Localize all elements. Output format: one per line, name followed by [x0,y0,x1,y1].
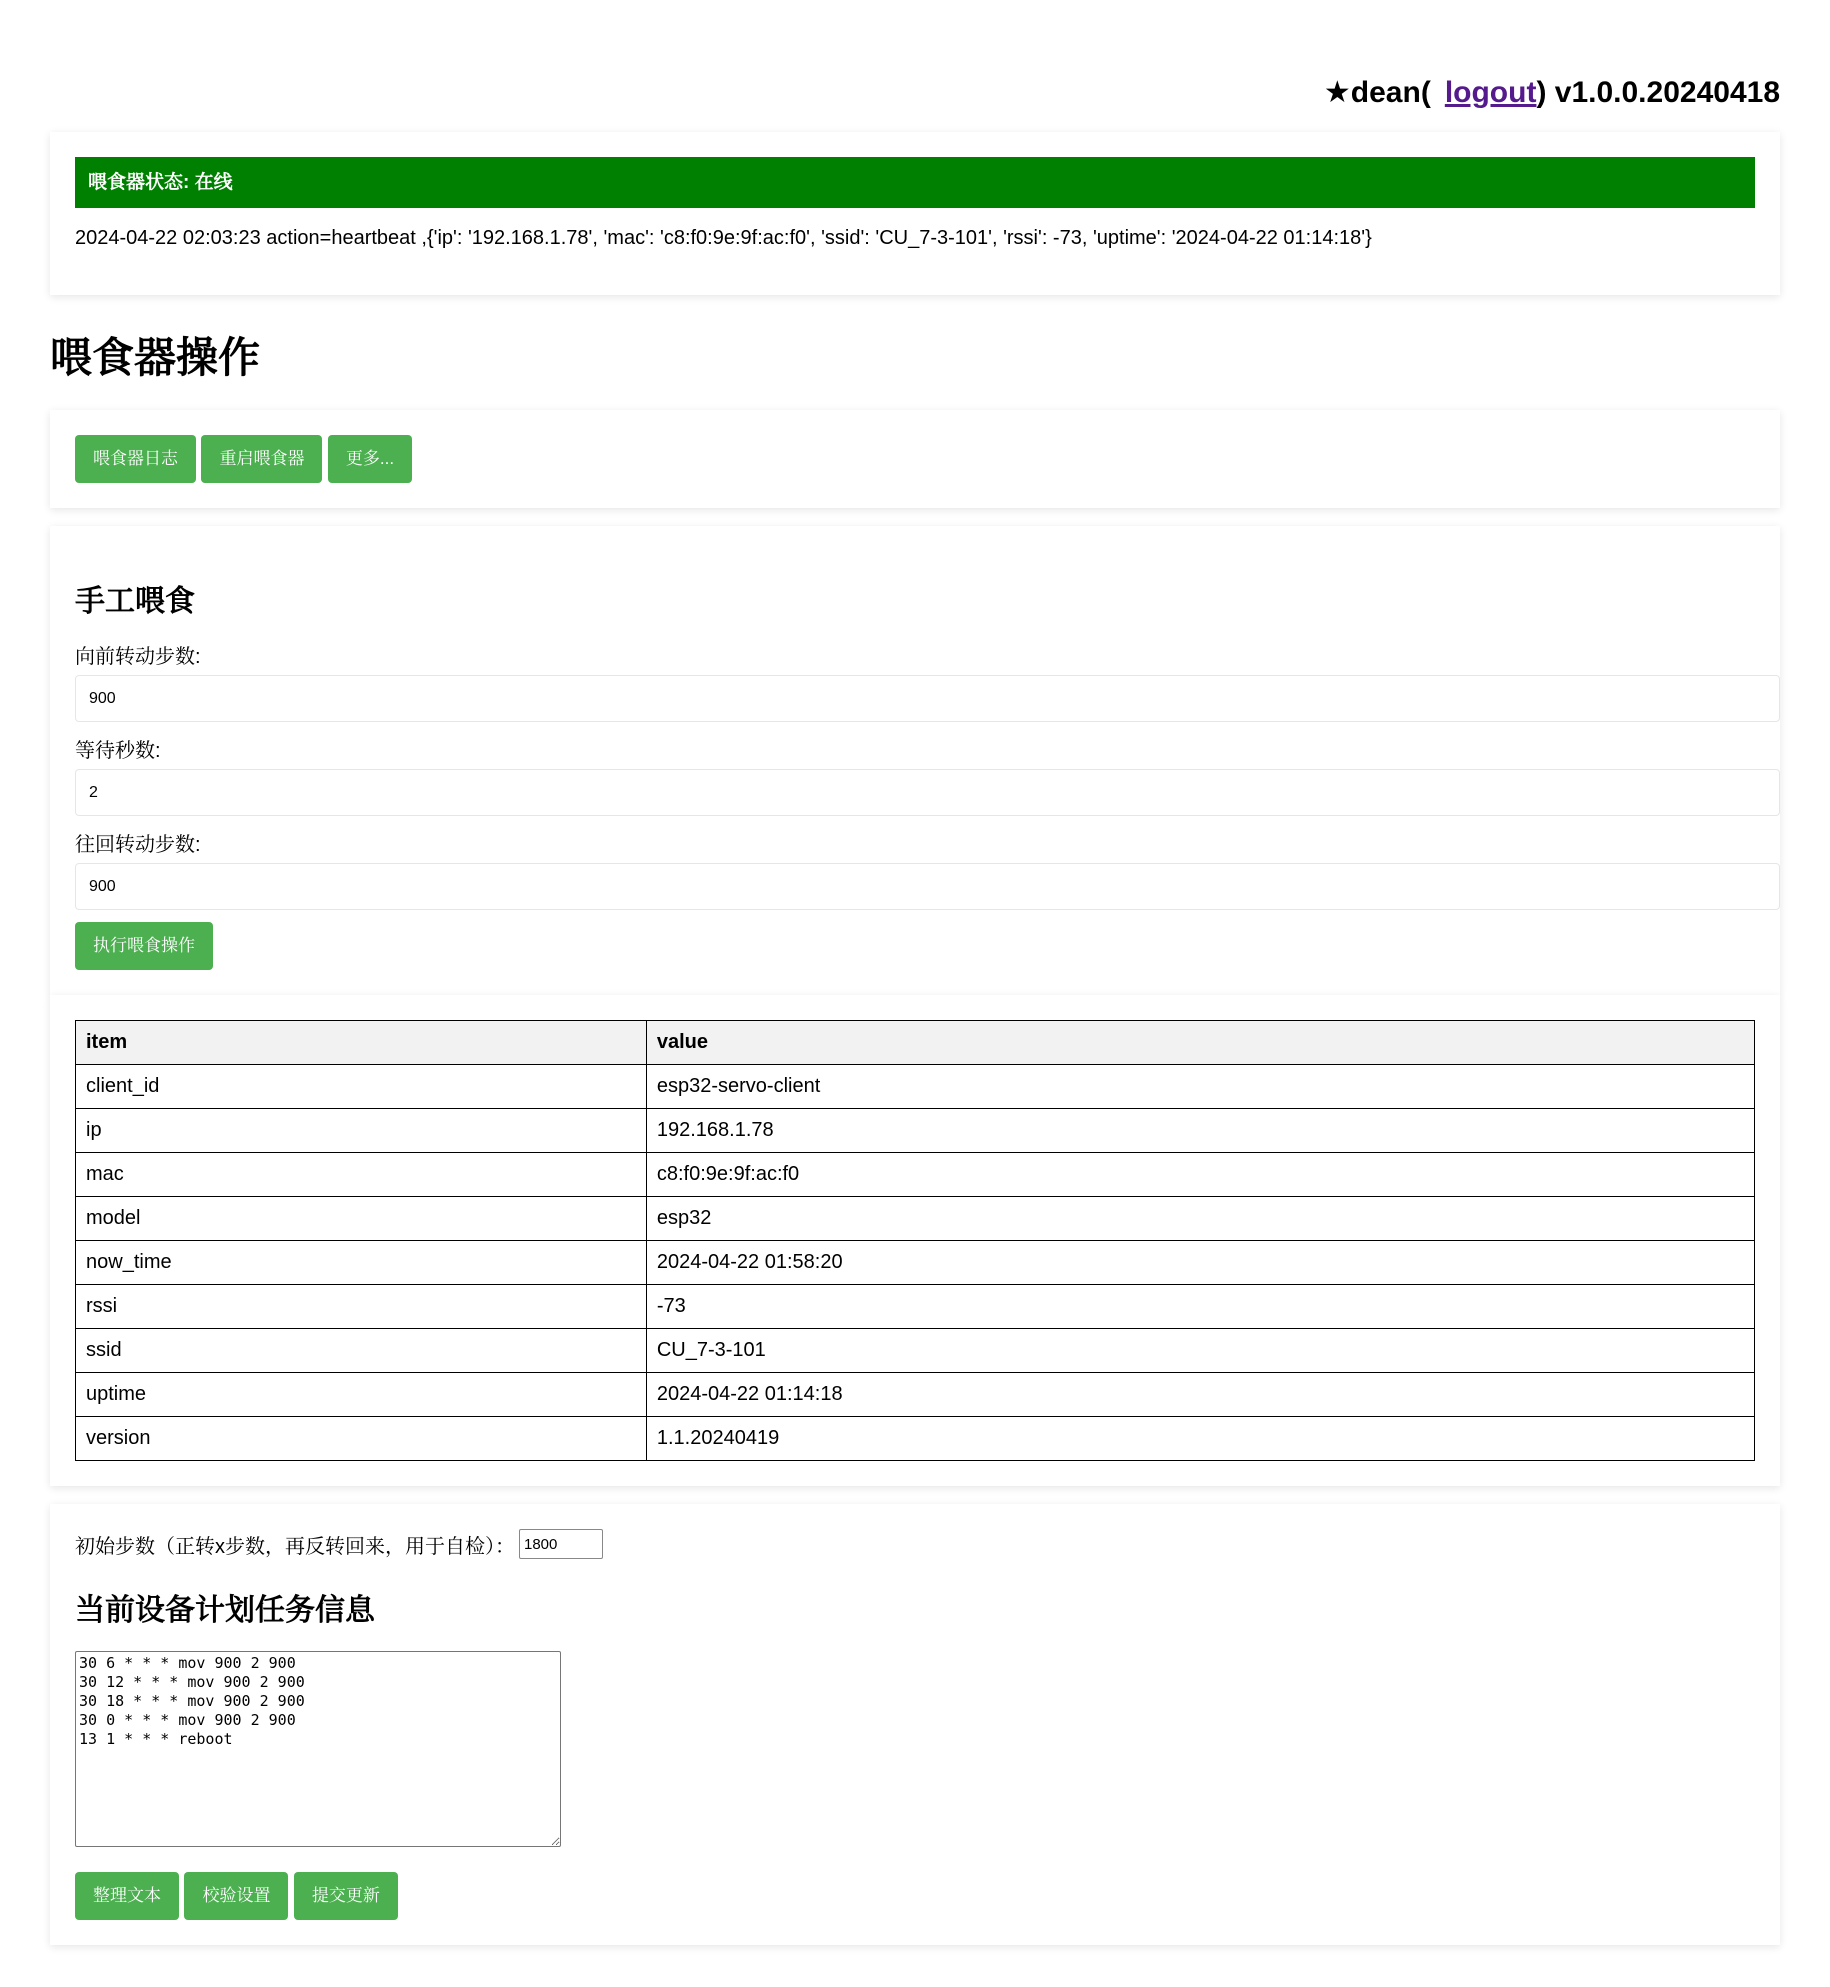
init-steps-input[interactable] [519,1529,603,1559]
execute-feed-button[interactable]: 执行喂食操作 [75,922,213,970]
table-row [76,1065,1755,1109]
item-cell: mac [76,1153,647,1197]
item-cell: ip [76,1109,647,1153]
manual-feed-title: 手工喂食 [75,585,195,618]
heartbeat-log: 2024-04-22 02:03:23 action=heartbeat ,{'ip': '192.168.1.78', 'mac': 'c8:f0:9e:9f:ac:f0', 'ssid': 'CU_7-3-101', 'rssi': -73, 'uptime': '2024-04-22 01:14:18'} [75,227,1372,249]
wait-seconds-input[interactable] [75,769,1780,816]
forward-steps-input[interactable] [75,675,1780,722]
validate-settings-button[interactable]: 校验设置 [184,1872,288,1920]
format-text-button[interactable]: 整理文本 [75,1872,179,1920]
forward-steps-label: 向前转动步数: [75,646,201,668]
back-steps-input[interactable] [75,863,1780,910]
value-cell: 2024-04-22 01:14:18 [646,1373,1754,1417]
more-button[interactable]: 更多... [328,435,412,483]
item-cell: version [76,1417,647,1461]
schedule-buttons [75,1872,1755,1920]
value-cell: -73 [646,1285,1754,1329]
device-info-table [75,1020,1755,1461]
value-cell: 1.1.20240419 [646,1417,1754,1461]
table-row [76,1241,1755,1285]
value-cell: 2024-04-22 01:58:20 [646,1241,1754,1285]
username: dean( [1350,76,1431,109]
schedule-card [50,1504,1780,1945]
operations-title: 喂食器操作 [50,334,261,381]
value-cell: esp32-servo-client [646,1065,1754,1109]
submit-update-button[interactable]: 提交更新 [294,1872,398,1920]
init-steps-row [75,1529,1755,1559]
item-cell: rssi [76,1285,647,1329]
restart-feeder-button[interactable]: 重启喂食器 [201,435,322,483]
table-row [76,1329,1755,1373]
cron-textarea[interactable] [75,1651,561,1847]
value-cell: CU_7-3-101 [646,1329,1754,1373]
operations-card [50,410,1780,508]
table-row [76,1197,1755,1241]
app-version: ) v1.0.0.20240418 [1536,76,1780,109]
item-cell: client_id [76,1065,647,1109]
feeder-log-button[interactable]: 喂食器日志 [75,435,196,483]
value-cell: c8:f0:9e:9f:ac:f0 [646,1153,1754,1197]
value-cell: esp32 [646,1197,1754,1241]
device-info-card [50,995,1780,1486]
table-header-row [76,1021,1755,1065]
column-header-value: value [646,1021,1754,1065]
item-cell: uptime [76,1373,647,1417]
table-row [76,1285,1755,1329]
column-header-item: item [76,1021,647,1065]
table-row [76,1109,1755,1153]
wait-seconds-label: 等待秒数: [75,740,161,762]
back-steps-label: 往回转动步数: [75,834,201,856]
item-cell: model [76,1197,647,1241]
logout-link[interactable]: logout [1444,76,1537,109]
value-cell: 192.168.1.78 [646,1109,1754,1153]
table-row [76,1417,1755,1461]
manual-feed-card [50,526,1780,995]
table-row [76,1373,1755,1417]
table-row [76,1153,1755,1197]
page [50,0,1780,1945]
user-header [50,0,1780,132]
item-cell: now_time [76,1241,647,1285]
star-icon: ★ [1323,76,1351,109]
init-steps-label: 初始步数（正转x步数，再反转回来，用于自检）： [75,1535,515,1558]
status-bar: 喂食器状态: 在线 [75,157,1755,208]
schedule-title: 当前设备计划任务信息 [75,1594,375,1627]
item-cell: ssid [76,1329,647,1373]
status-card [50,132,1780,295]
